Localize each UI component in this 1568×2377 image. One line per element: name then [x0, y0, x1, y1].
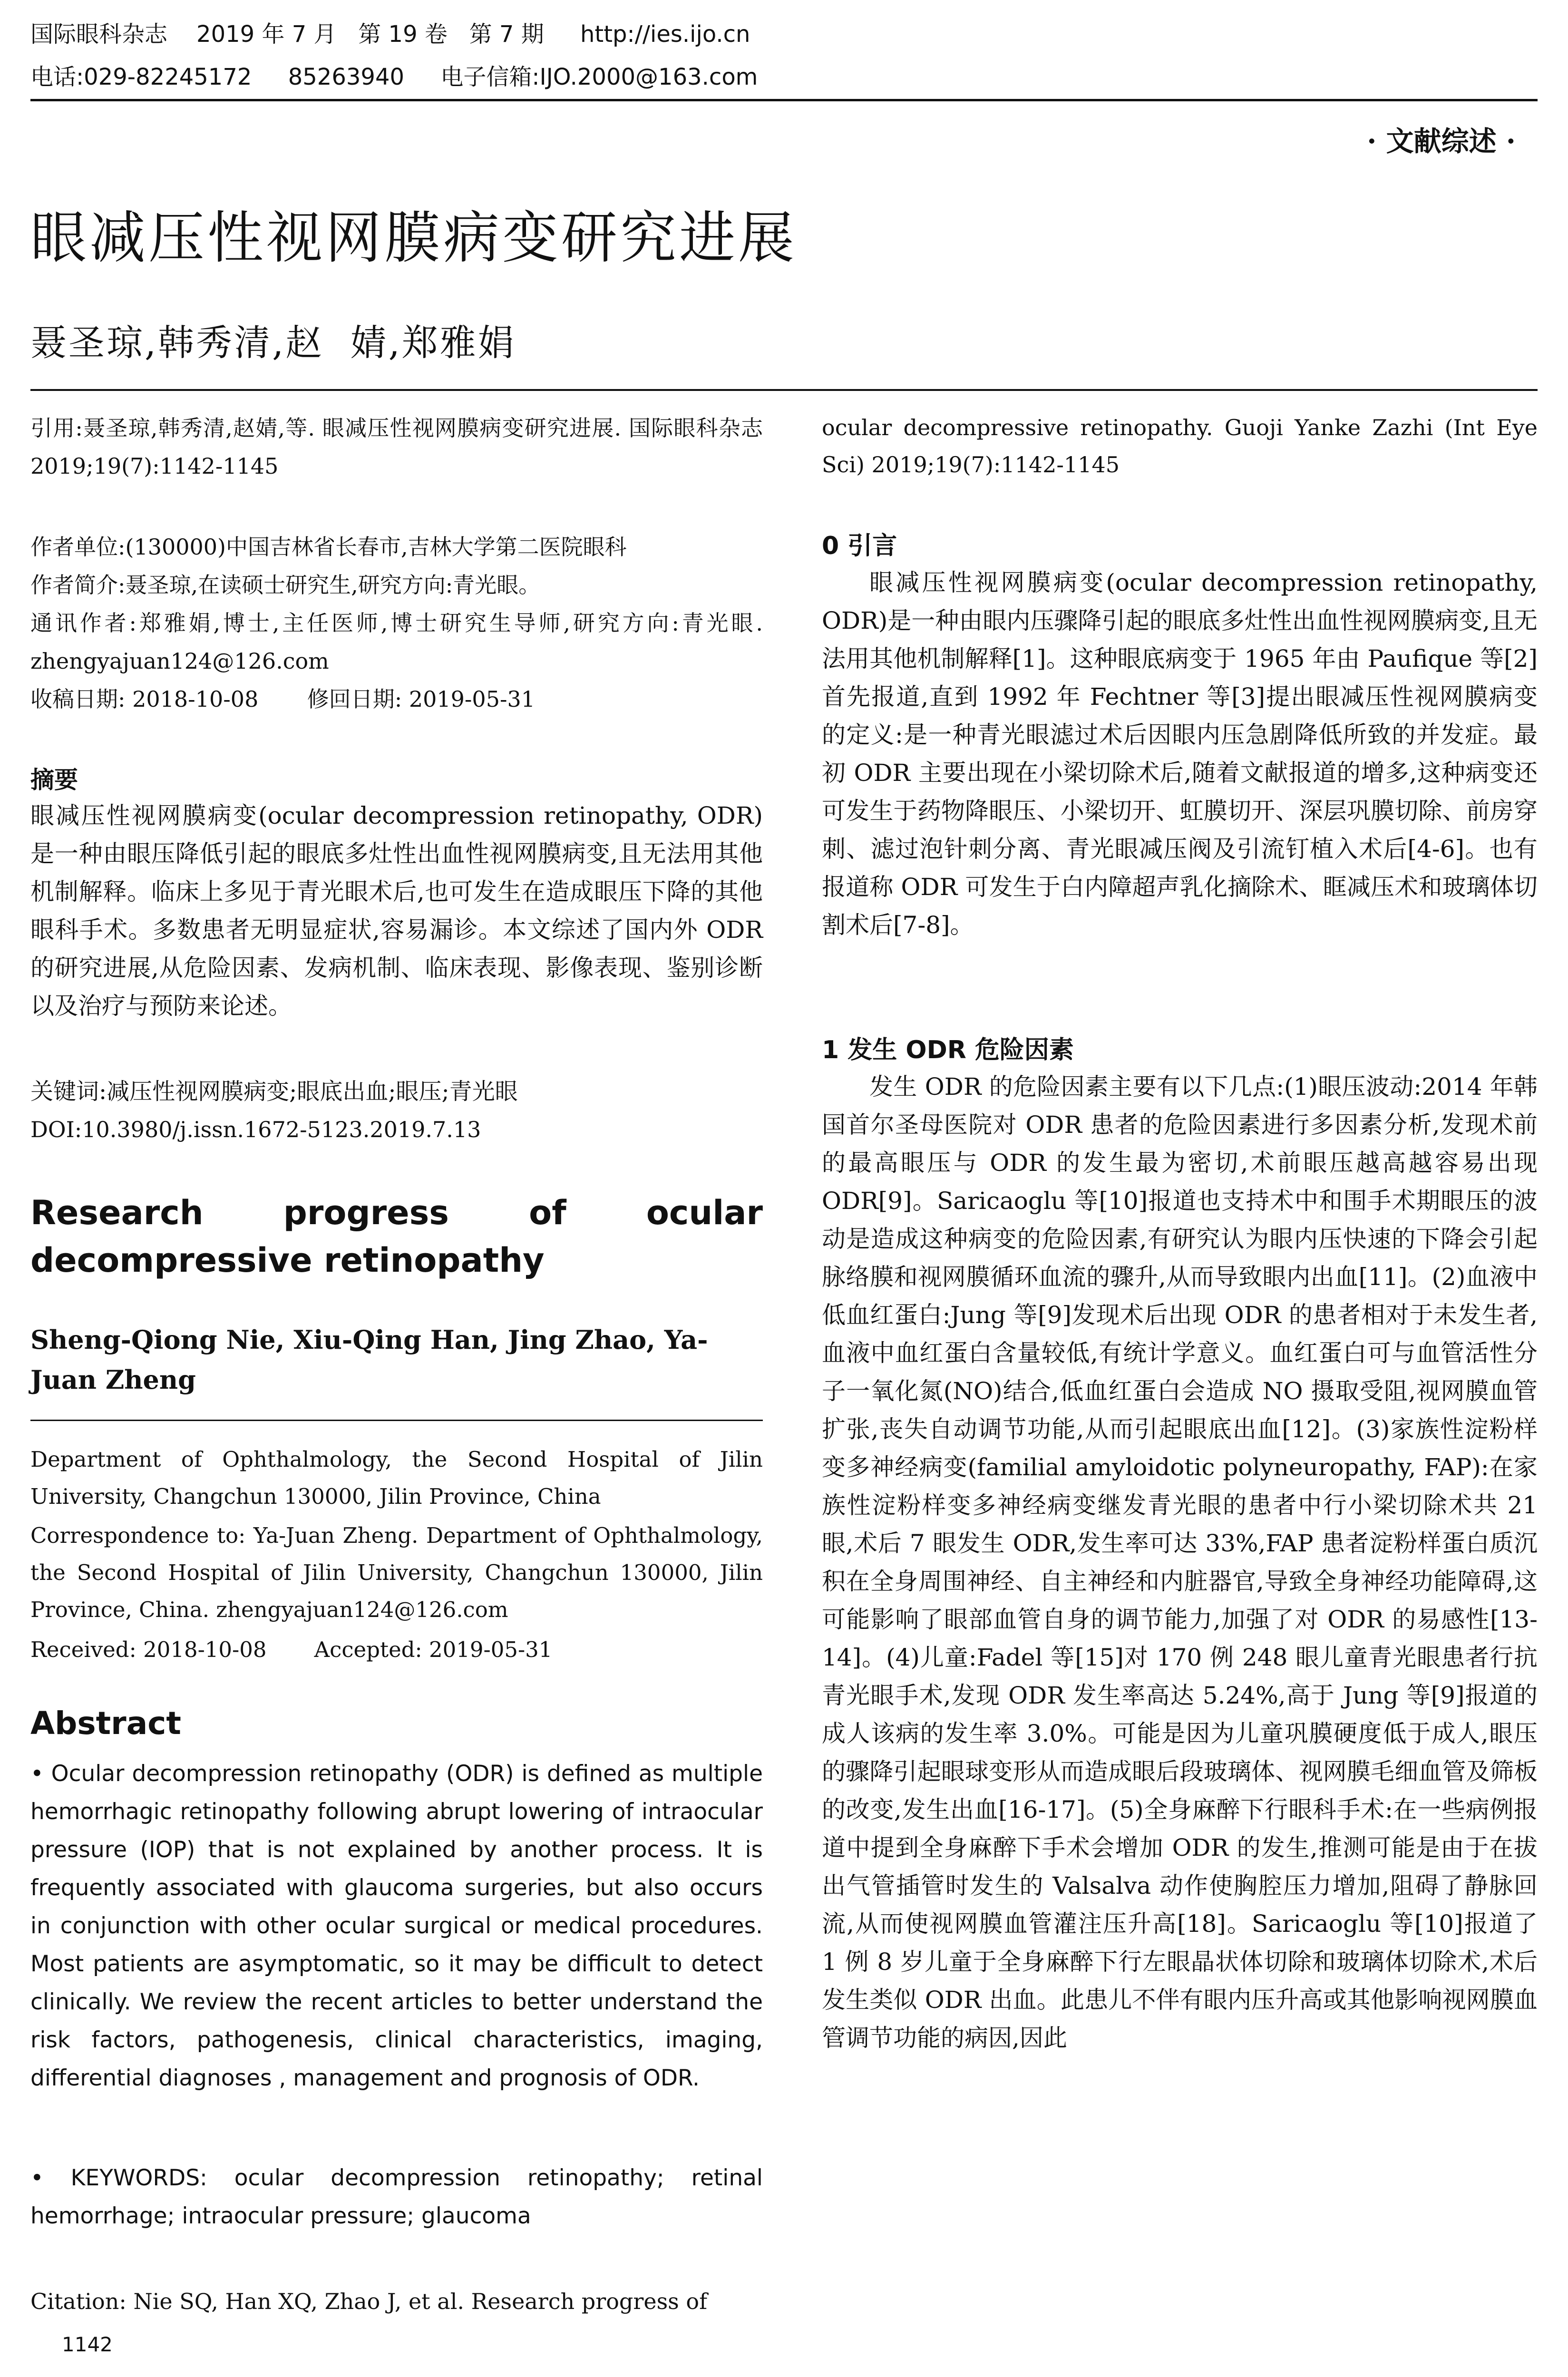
english-title: Research progress of ocular decompressive retinopathy — [30, 1193, 763, 1280]
keywords-cn: 关键词:减压性视网膜病变;眼底出血;眼压;青光眼 — [30, 1078, 518, 1105]
section-0-heading: 0 引言 — [822, 532, 897, 560]
journal-header-line1: 国际眼科杂志 2019 年 7 月 第 19 卷 第 7 期 http://ies.ijo.cn — [30, 21, 750, 48]
correspondence-cn: 通讯作者:郑雅娟,博士,主任医师,博士研究生导师,研究方向:青光眼. zhengyajuan124@126.com — [30, 610, 763, 674]
citation-en: Citation: Nie SQ, Han XQ, Zhao J, et al. Research progress of — [30, 2289, 708, 2314]
author-bio: 作者简介:聂圣琼,在读硕士研究生,研究方向:青光眼。 — [30, 572, 541, 598]
journal-header-line2: 电话:029-82245172 85263940 电子信箱:IJO.2000@163.com — [30, 64, 758, 90]
abstract-en: • Ocular decompression retinopathy (ODR) is defined as multiple hemorrhagic retinopathy following abrupt lowering of intraocular pressure (IOP) that is not explained by another process. It is frequently associated with glaucoma surgeries, but also occurs in conjunction with other ocular surgical or medical procedures. Most patients are asymptomatic, so it may be difficult to detect clinically. We review the recent articles to better understand the risk factors, pathogenesis, clinical characteristics, imaging, differential diagnoses , management and prognosis of ODR. — [30, 1761, 763, 2091]
citation-en-continued: ocular decompressive retinopathy. Guoji Yanke Zazhi (Int Eye Sci) 2019;19(7):1142-1145 — [822, 415, 1538, 477]
section-1-heading: 1 发生 ODR 危险因素 — [822, 1036, 1074, 1064]
section-1-text: 发生 ODR 的危险因素主要有以下几点:(1)眼压波动:2014 年韩国首尔圣母医院对 ODR 患者的危险因素进行多因素分析,发现术前的最高眼压与 ODR 的发生最为密切,术前眼压越高越容易出现 ODR[9]。Saricaoglu 等[10]报道也支持术中和围手术期眼压的波动是造成这种病变的危险因素,有研究认为眼内压快速的下降会引起脉络膜和视网膜循环血流的骤升,从而导致眼内出血[11]。(2)血液中低血红蛋白:Jung 等[9]发现术后出现 ODR 的患者相对于未发生者,血液中血红蛋白含量较低,有统计学意义。血红蛋白可与血管活性分子一氧化氮(NO)结合,低血红蛋白会造成 NO 摄取受阻,视网膜血管扩张,丧失自动调节功能,从而引起眼底出血[12]。(3)家族性淀粉样变多神经病变(familial amyloidotic polyneuropathy, FAP):在家族性淀粉样变多神经病变继发青光眼的患者中行小梁切除术共 21 眼,术后 7 眼发生 ODR,发生率可达 33%,FAP 患者淀粉样蛋白质沉积在全身周围神经、自主神经和内脏器官,导致全身神经功能障碍,这可能影响了眼部血管自身的调节能力,加强了对 ODR 的易感性[13-14]。(4)儿童:Fadel 等[15]对 170 例 248 眼儿童青光眼患者行抗青光眼手术,发现 ODR 发生率高达 5.24%,高于 Jung 等[9]报道的成人该病的发生率 3.0%。可能是因为儿童巩膜硬度低于成人,眼压的骤降引起眼球变形从而造成眼后段玻璃体、视网膜毛细血管及筛板的改变,发生出血[16-17]。(5)全身麻醉下行眼科手术:在一些病例报道中提到全身麻醉下手术会增加 ODR 的发生,推测可能是由于在拔出气管插管时发生的 Valsalva 动作使胸腔压力增加,阻碍了静脉回流,从而使视网膜血管灌注压升高[18]。Saricaoglu 等[10]报道了 1 例 8 岁儿童于全身麻醉下行左眼晶状体切除和玻璃体切除术,术后发生类似 ODR 出血。此患儿不伴有眼内压升高或其他影响视网膜血管调节功能的病因,因此 — [822, 1073, 1538, 2052]
english-authors-rule — [30, 1420, 763, 1421]
keywords-en: • KEYWORDS: ocular decompression retinopathy; retinal hemorrhage; intraocular pressure; glaucoma — [30, 2165, 763, 2229]
page-title: 眼减压性视网膜病变研究进展 — [30, 205, 798, 271]
section-1-body — [822, 1068, 1538, 2057]
affiliation-cn: 作者单位:(130000)中国吉林省长春市,吉林大学第二医院眼科 — [30, 534, 627, 560]
abstract-cn-heading: 摘要 — [30, 766, 78, 794]
dates-cn: 收稿日期: 2018-10-08 修回日期: 2019-05-31 — [30, 686, 536, 712]
section-0-body — [822, 564, 1538, 944]
english-correspondence: Correspondence to: Ya-Juan Zheng. Department of Ophthalmology, the Second Hospital of Jilin University, Changchun 130000, Jilin Province, China. zhengyajuan124@126.com — [30, 1523, 763, 1622]
section-0-text: 眼减压性视网膜病变(ocular decompression retinopathy, ODR)是一种由眼内压骤降引起的眼底多灶性出血性视网膜病变,且无法用其他机制解释[1]。这种眼底病变于 1965 年由 Paufique 等[2]首先报道,直到 1992 年 Fechtner 等[3]提出眼减压性视网膜病变的定义:是一种青光眼滤过术后因眼内压急剧降低所致的并发症。最初 ODR 主要出现在小梁切除术后,随着文献报道的增多,这种病变还可发生于药物降眼压、小梁切开、虹膜切开、深层巩膜切除、前房穿刺、滤过泡针刺分离、青光眼减压阀及引流钉植入术后[4-6]。也有报道称 ODR 可发生于白内障超声乳化摘除术、眶减压术和玻璃体切割术后[7-8]。 — [822, 569, 1538, 939]
english-authors: Sheng-Qiong Nie, Xiu-Qing Han, Jing Zhao, Ya-Juan Zheng — [30, 1325, 708, 1395]
english-affiliation: Department of Ophthalmology, the Second Hospital of Jilin University, Changchun 130000, Jilin Province, China — [30, 1447, 763, 1509]
title-rule — [30, 389, 1538, 391]
abstract-en-heading: Abstract — [30, 1705, 181, 1742]
english-dates: Received: 2018-10-08 Accepted: 2019-05-31 — [30, 1637, 553, 1662]
authors: 聂圣琼,韩秀清,赵 婧,郑雅娟 — [30, 321, 516, 364]
doi: DOI:10.3980/j.issn.1672-5123.2019.7.13 — [30, 1117, 481, 1142]
abstract-cn: 眼减压性视网膜病变(ocular decompression retinopathy, ODR)是一种由眼压降低引起的眼底多灶性出血性视网膜病变,且无法用其他机制解释。临床上多见于青光眼术后,也可发生在造成眼压下降的其他眼科手术。多数患者无明显症状,容易漏诊。本文综述了国内外 ODR 的研究进展,从危险因素、发病机制、临床表现、影像表现、鉴别诊断以及治疗与预防来论述。 — [30, 802, 763, 1020]
citation-cn: 引用:聂圣琼,韩秀清,赵婧,等. 眼减压性视网膜病变研究进展. 国际眼科杂志 2019;19(7):1142-1145 — [30, 415, 763, 479]
page-number: 1142 — [62, 2333, 113, 2356]
header-rule — [30, 99, 1538, 101]
section-tag: · 文献综述 · — [1367, 125, 1516, 157]
